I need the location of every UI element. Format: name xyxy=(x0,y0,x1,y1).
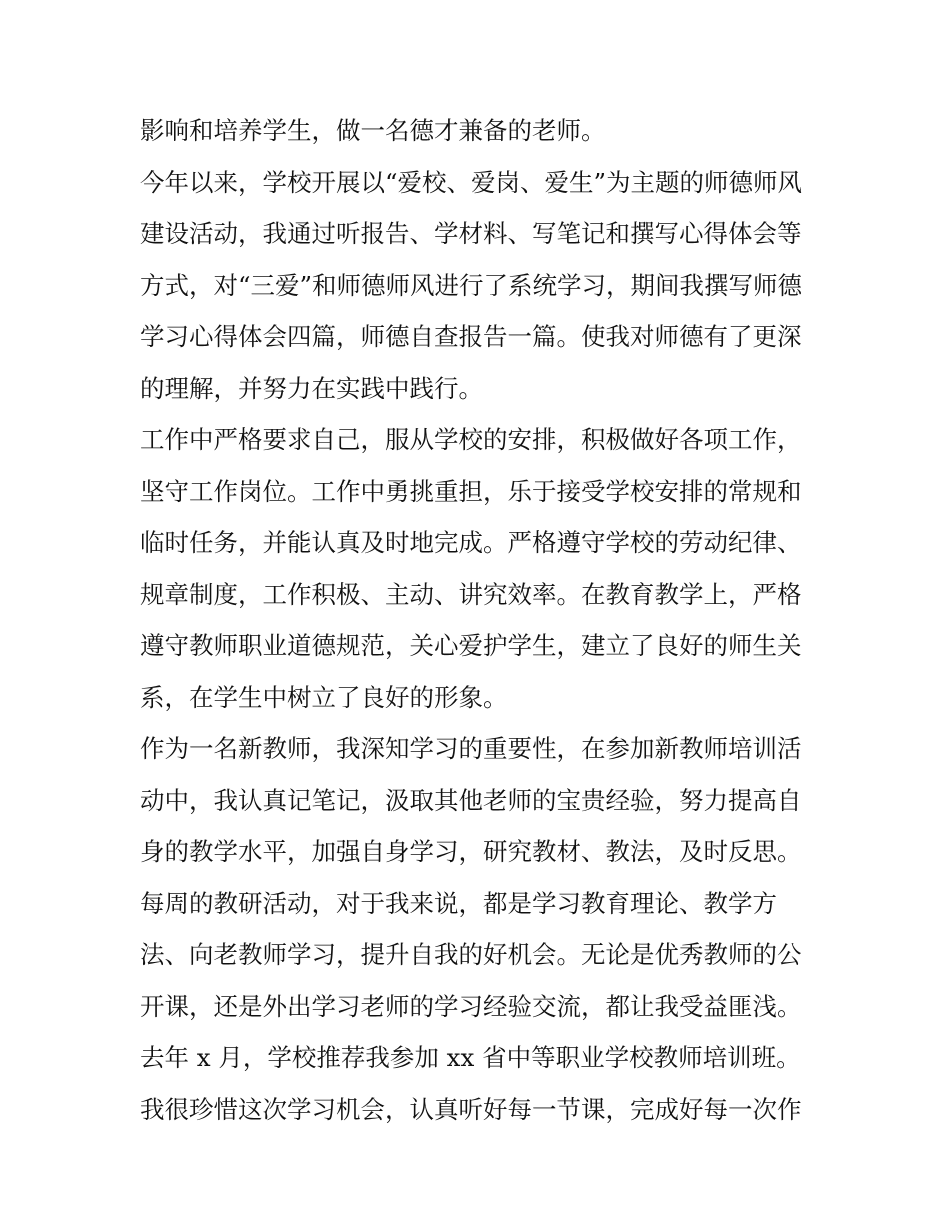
text-line-11: 遵守教师职业道德规范，关心爱护学生，建立了良好的师生关 xyxy=(140,631,802,660)
text-line-8: 坚守工作岗位。工作中勇挑重担，乐于接受学校安排的常规和 xyxy=(140,476,802,506)
text-line-2: 今年以来，学校开展以“爱校、爱岗、爱生”为主题的师德师风 xyxy=(140,167,803,197)
text-line-4: 方式，对“三爱”和师德师风进行了系统学习，期间我撰写师德 xyxy=(140,270,803,300)
text-line-6: 的理解，并努力在实践中践行。 xyxy=(140,373,483,403)
text-line-17: 法、向老教师学习，提升自我的好机会。无论是优秀教师的公 xyxy=(140,940,802,969)
text-line-10: 规章制度，工作积极、主动、讲究效率。在教育教学上，严格 xyxy=(140,579,802,609)
text-line-14: 动中，我认真记笔记，汲取其他老师的宝贵经验，努力提高自 xyxy=(140,785,802,815)
text-line-9: 临时任务，并能认真及时地完成。严格遵守学校的劳动纪律、 xyxy=(140,528,802,557)
text-line-15: 身的教学水平，加强自身学习，研究教材、教法，及时反思。 xyxy=(140,837,802,866)
text-line-16: 每周的教研活动，对于我来说，都是学习教育理论、教学方 xyxy=(140,888,777,918)
text-line-7: 工作中严格要求自己，服从学校的安排，积极做好各项工作， xyxy=(140,425,802,454)
text-line-12: 系，在学生中树立了良好的形象。 xyxy=(140,682,508,712)
text-line-3: 建设活动，我通过听报告、学材料、写笔记和撰写心得体会等 xyxy=(140,219,802,248)
text-line-20: 我很珍惜这次学习机会，认真听好每一节课，完成好每一次作 xyxy=(140,1094,802,1124)
text-line-19: 去年 x 月，学校推荐我参加 xx 省中等职业学校教师培训班。 xyxy=(140,1043,801,1072)
text-line-18: 开课，还是外出学习老师的学习经验交流，都让我受益匪浅。 xyxy=(140,991,802,1021)
text-line-1: 影响和培养学生，做一名德才兼备的老师。 xyxy=(140,116,606,145)
text-line-5: 学习心得体会四篇，师德自查报告一篇。使我对师德有了更深 xyxy=(140,322,802,351)
body-text xyxy=(140,105,820,1135)
text-line-13: 作为一名新教师，我深知学习的重要性，在参加新教师培训活 xyxy=(140,734,802,763)
